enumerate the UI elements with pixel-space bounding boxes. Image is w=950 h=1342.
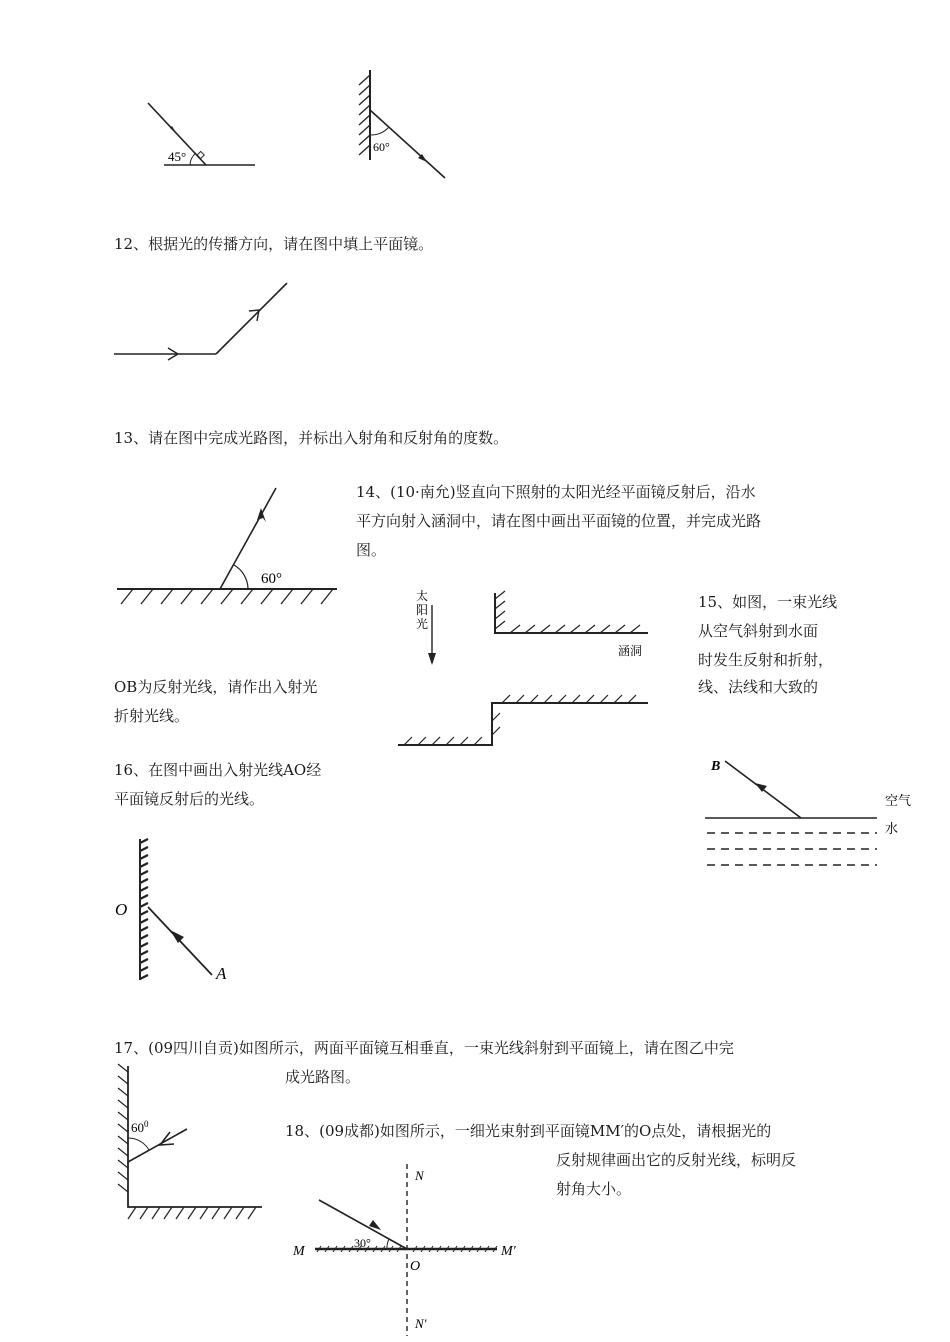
perpendicular-mirrors: [128, 1066, 262, 1207]
q14-line2: 平方向射入涵洞中，请在图中画出平面镜的位置，并完成光路: [356, 512, 762, 530]
mirror-hatching: [359, 75, 370, 155]
q18-line1: 18、(09成都)如图所示，一细光束射到平面镜MM′的O点处，请根据光的: [285, 1122, 772, 1140]
water-label: 水: [885, 822, 899, 837]
sun-label: 太: [416, 589, 429, 603]
q15-line3: 时发生反射和折射，: [698, 651, 834, 669]
q15-left-line1: OB为反射光线，请作出入射光: [114, 678, 318, 696]
figure-q17: [112, 1062, 267, 1224]
q15-line1: 15、如图，一束光线: [698, 593, 838, 611]
n-label: N: [415, 1168, 424, 1183]
figure-q14-culvert: [380, 585, 670, 755]
water-dashes: [707, 833, 877, 865]
angle-arc: [234, 565, 248, 589]
upper-hatching: [495, 591, 640, 633]
sun-label: 阳: [416, 603, 429, 617]
q17-line1: 17、(09四川自贡)如图所示，两面平面镜互相垂直，一束光线斜射到平面镜上，请在图乙中完: [114, 1039, 734, 1057]
figure-q15-air-water: [705, 755, 935, 880]
sun-label: 光: [416, 617, 429, 631]
ray-arrow-icon: [160, 1132, 174, 1145]
o-label: O: [410, 1259, 421, 1274]
figure-45-degree: [140, 95, 270, 175]
culvert-lower-wall: [398, 703, 648, 745]
q15-line4: 线、法线和大致的: [698, 678, 819, 696]
point-a-label: A: [216, 964, 227, 983]
q14-line3: 图。: [356, 541, 387, 559]
culvert-label: 涵洞: [618, 644, 643, 658]
q14-line1: 14、(10·南允)竖直向下照射的太阳光经平面镜反射后，沿水: [356, 483, 756, 501]
q15-left-line2: 折射光线。: [114, 707, 190, 725]
mirror-hatching: [121, 589, 333, 604]
ray-arrow-icon: [170, 930, 184, 943]
point-b-label: B: [711, 759, 721, 774]
q13-text: 13、请在图中完成光路图，并标出入射角和反射角的度数。: [114, 429, 509, 447]
n-prime-label: N′: [415, 1316, 427, 1331]
figure-q16: [112, 835, 237, 985]
m-prime-label: M′: [501, 1244, 516, 1259]
angle-label-45: 45°: [168, 149, 187, 164]
figure-60-degree-mirror: [345, 65, 455, 185]
q15-line2: 从空气斜射到水面: [698, 622, 819, 640]
q17-line2: 成光路图。: [285, 1068, 361, 1086]
down-arrow-icon: [428, 653, 436, 665]
q12-text: 12、根据光的传播方向，请在图中填上平面镜。: [114, 235, 434, 253]
point-o-label: O: [115, 900, 128, 919]
figure-q12: [112, 280, 297, 362]
mirror-hatching: [118, 1064, 256, 1219]
angle-arc: [128, 1138, 149, 1150]
q16-line1: 16、在图中画出入射光线AO经: [114, 761, 322, 779]
angle-label-60: 60°: [373, 140, 390, 154]
angle-label-60: $60^0$: [131, 1119, 149, 1135]
q18-line2: 反射规律画出它的反射光线，标明反: [556, 1151, 797, 1169]
mirror-hatching: [140, 839, 148, 979]
air-label: 空气: [885, 794, 912, 809]
reflected-ray: [216, 283, 287, 354]
angle-arc: [387, 1239, 389, 1249]
angle-arc: [190, 153, 196, 165]
angle-label-60: 60°: [261, 571, 282, 587]
m-label: M: [293, 1244, 305, 1259]
figure-q13: [115, 486, 340, 611]
q16-line2: 平面镜反射后的光线。: [114, 790, 265, 808]
q18-line3: 射角大小。: [556, 1180, 632, 1198]
angle-label-30: 30°: [354, 1236, 371, 1250]
angle-arc: [370, 127, 389, 135]
figure-q18: [285, 1160, 540, 1340]
